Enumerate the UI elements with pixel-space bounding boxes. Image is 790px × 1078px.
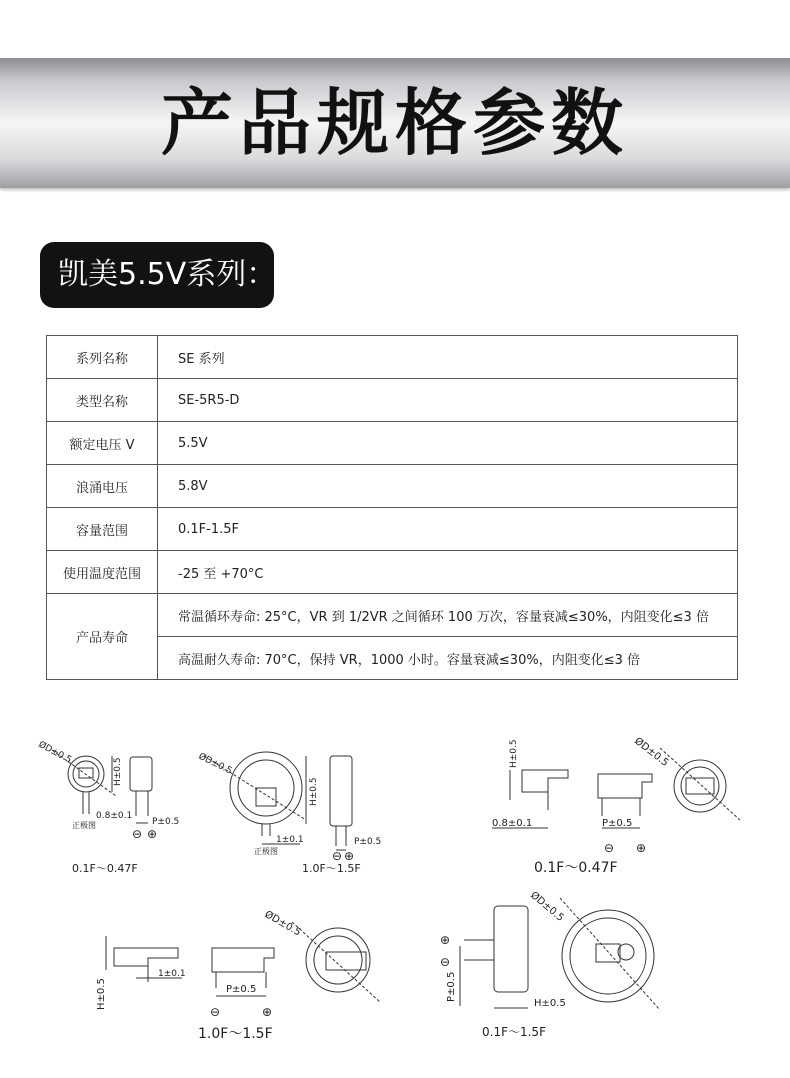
cell-inner-ring — [314, 936, 362, 984]
dim-label: ØD±0.5 — [262, 909, 303, 939]
minus-mark: ⊖ — [132, 827, 143, 841]
cell-side-view — [130, 757, 152, 791]
cell-side-view — [330, 756, 352, 826]
table-value: 常温循环寿命: 25°C，VR 到 1/2VR 之间循环 100 万次，容量衰减≤30%，内阻变化≤3 倍 — [158, 594, 738, 637]
drawing-caption: 1.0F～1.5F — [198, 1026, 273, 1042]
plus-mark: ⊕ — [262, 1005, 273, 1019]
table-value: 0.1F-1.5F — [158, 508, 738, 551]
dim-label: H±0.5 — [509, 739, 519, 768]
dim-label: H±0.5 — [96, 978, 107, 1010]
cell-side-view — [494, 906, 528, 992]
table-key: 系列名称 — [47, 336, 158, 379]
series-badge-label: 凯美5.5V系列： — [58, 257, 277, 292]
dim-label: P±0.5 — [226, 984, 257, 995]
minus-mark: ⊖ — [604, 841, 615, 855]
page-title: 产品规格参数 — [160, 81, 629, 165]
table-value: -25 至 +70°C — [158, 551, 738, 594]
dimension-drawings — [0, 720, 790, 1078]
table-key: 使用温度范围 — [47, 551, 158, 594]
cell-front-view — [212, 948, 274, 972]
dim-label: 1±0.1 — [158, 969, 186, 979]
cell-side-view — [114, 948, 178, 966]
cell-inner-ring — [570, 918, 646, 994]
dimension-line — [560, 898, 660, 1010]
dim-label: 0.8±0.1 — [492, 818, 533, 829]
table-row — [47, 551, 738, 594]
drawing-caption: 0.1F～0.47F — [72, 862, 138, 875]
minus-mark: ⊖ — [332, 849, 343, 863]
series-badge — [40, 242, 277, 308]
mark-label: 正极图 — [72, 821, 96, 830]
terminal-tab — [686, 778, 714, 794]
table-row — [47, 465, 738, 508]
dim-label: P±0.5 — [602, 818, 633, 829]
table-row — [47, 336, 738, 379]
plus-mark: ⊕ — [440, 933, 451, 947]
table-row — [47, 594, 738, 637]
terminal-tab — [79, 768, 93, 778]
dimension-line — [292, 922, 380, 1002]
drawing-caption: 0.1F～1.5F — [482, 1025, 546, 1039]
drawing-caption: 1.0F～1.5F — [302, 862, 361, 875]
terminal-tab — [326, 952, 366, 970]
mark-label: 正极图 — [254, 847, 278, 856]
plus-mark: ⊕ — [344, 849, 355, 863]
plus-mark: ⊕ — [147, 827, 158, 841]
dim-label: H±0.5 — [309, 777, 319, 806]
dim-label: 0.8±0.1 — [96, 811, 133, 821]
dimension-line — [660, 748, 740, 820]
plus-mark: ⊕ — [636, 841, 647, 855]
dim-label: P±0.5 — [152, 817, 180, 827]
dim-label: ØD±0.5 — [196, 751, 234, 777]
dim-label: ØD±0.5 — [632, 735, 671, 769]
table-value: 5.8V — [158, 465, 738, 508]
dim-label: H±0.5 — [113, 757, 123, 786]
table-key: 产品寿命 — [47, 594, 158, 680]
cell-side-view — [522, 770, 568, 792]
table-value: SE-5R5-D — [158, 379, 738, 422]
table-row — [47, 422, 738, 465]
table-value: 高温耐久寿命: 70°C，保持 VR，1000 小时。容量衰减≤30%，内阻变化≤3 倍 — [158, 637, 738, 680]
dim-label: ØD±0.5 — [36, 739, 73, 766]
minus-mark: ⊖ — [440, 955, 451, 969]
dim-label: P±0.5 — [354, 837, 382, 847]
table-key: 额定电压 V — [47, 422, 158, 465]
table-row — [47, 379, 738, 422]
drawing-caption: 0.1F～0.47F — [534, 860, 618, 876]
table-value: SE 系列 — [158, 336, 738, 379]
dim-label: P±0.5 — [446, 971, 457, 1002]
spec-table — [46, 335, 738, 680]
dimension-drawings-svg — [0, 720, 790, 1078]
dim-label: ØD±0.5 — [528, 889, 566, 924]
dim-label: 1±0.1 — [276, 835, 304, 845]
table-value: 5.5V — [158, 422, 738, 465]
cell-outline — [674, 760, 726, 812]
table-key: 类型名称 — [47, 379, 158, 422]
cell-outline — [306, 928, 370, 992]
table-key: 容量范围 — [47, 508, 158, 551]
table-row — [47, 508, 738, 551]
table-key: 浪涌电压 — [47, 465, 158, 508]
title-banner — [0, 58, 790, 188]
minus-mark: ⊖ — [210, 1005, 221, 1019]
dim-label: H±0.5 — [534, 998, 566, 1009]
drawing-3 — [492, 748, 740, 828]
cell-front-view — [598, 774, 652, 798]
terminal-tab — [596, 944, 620, 962]
